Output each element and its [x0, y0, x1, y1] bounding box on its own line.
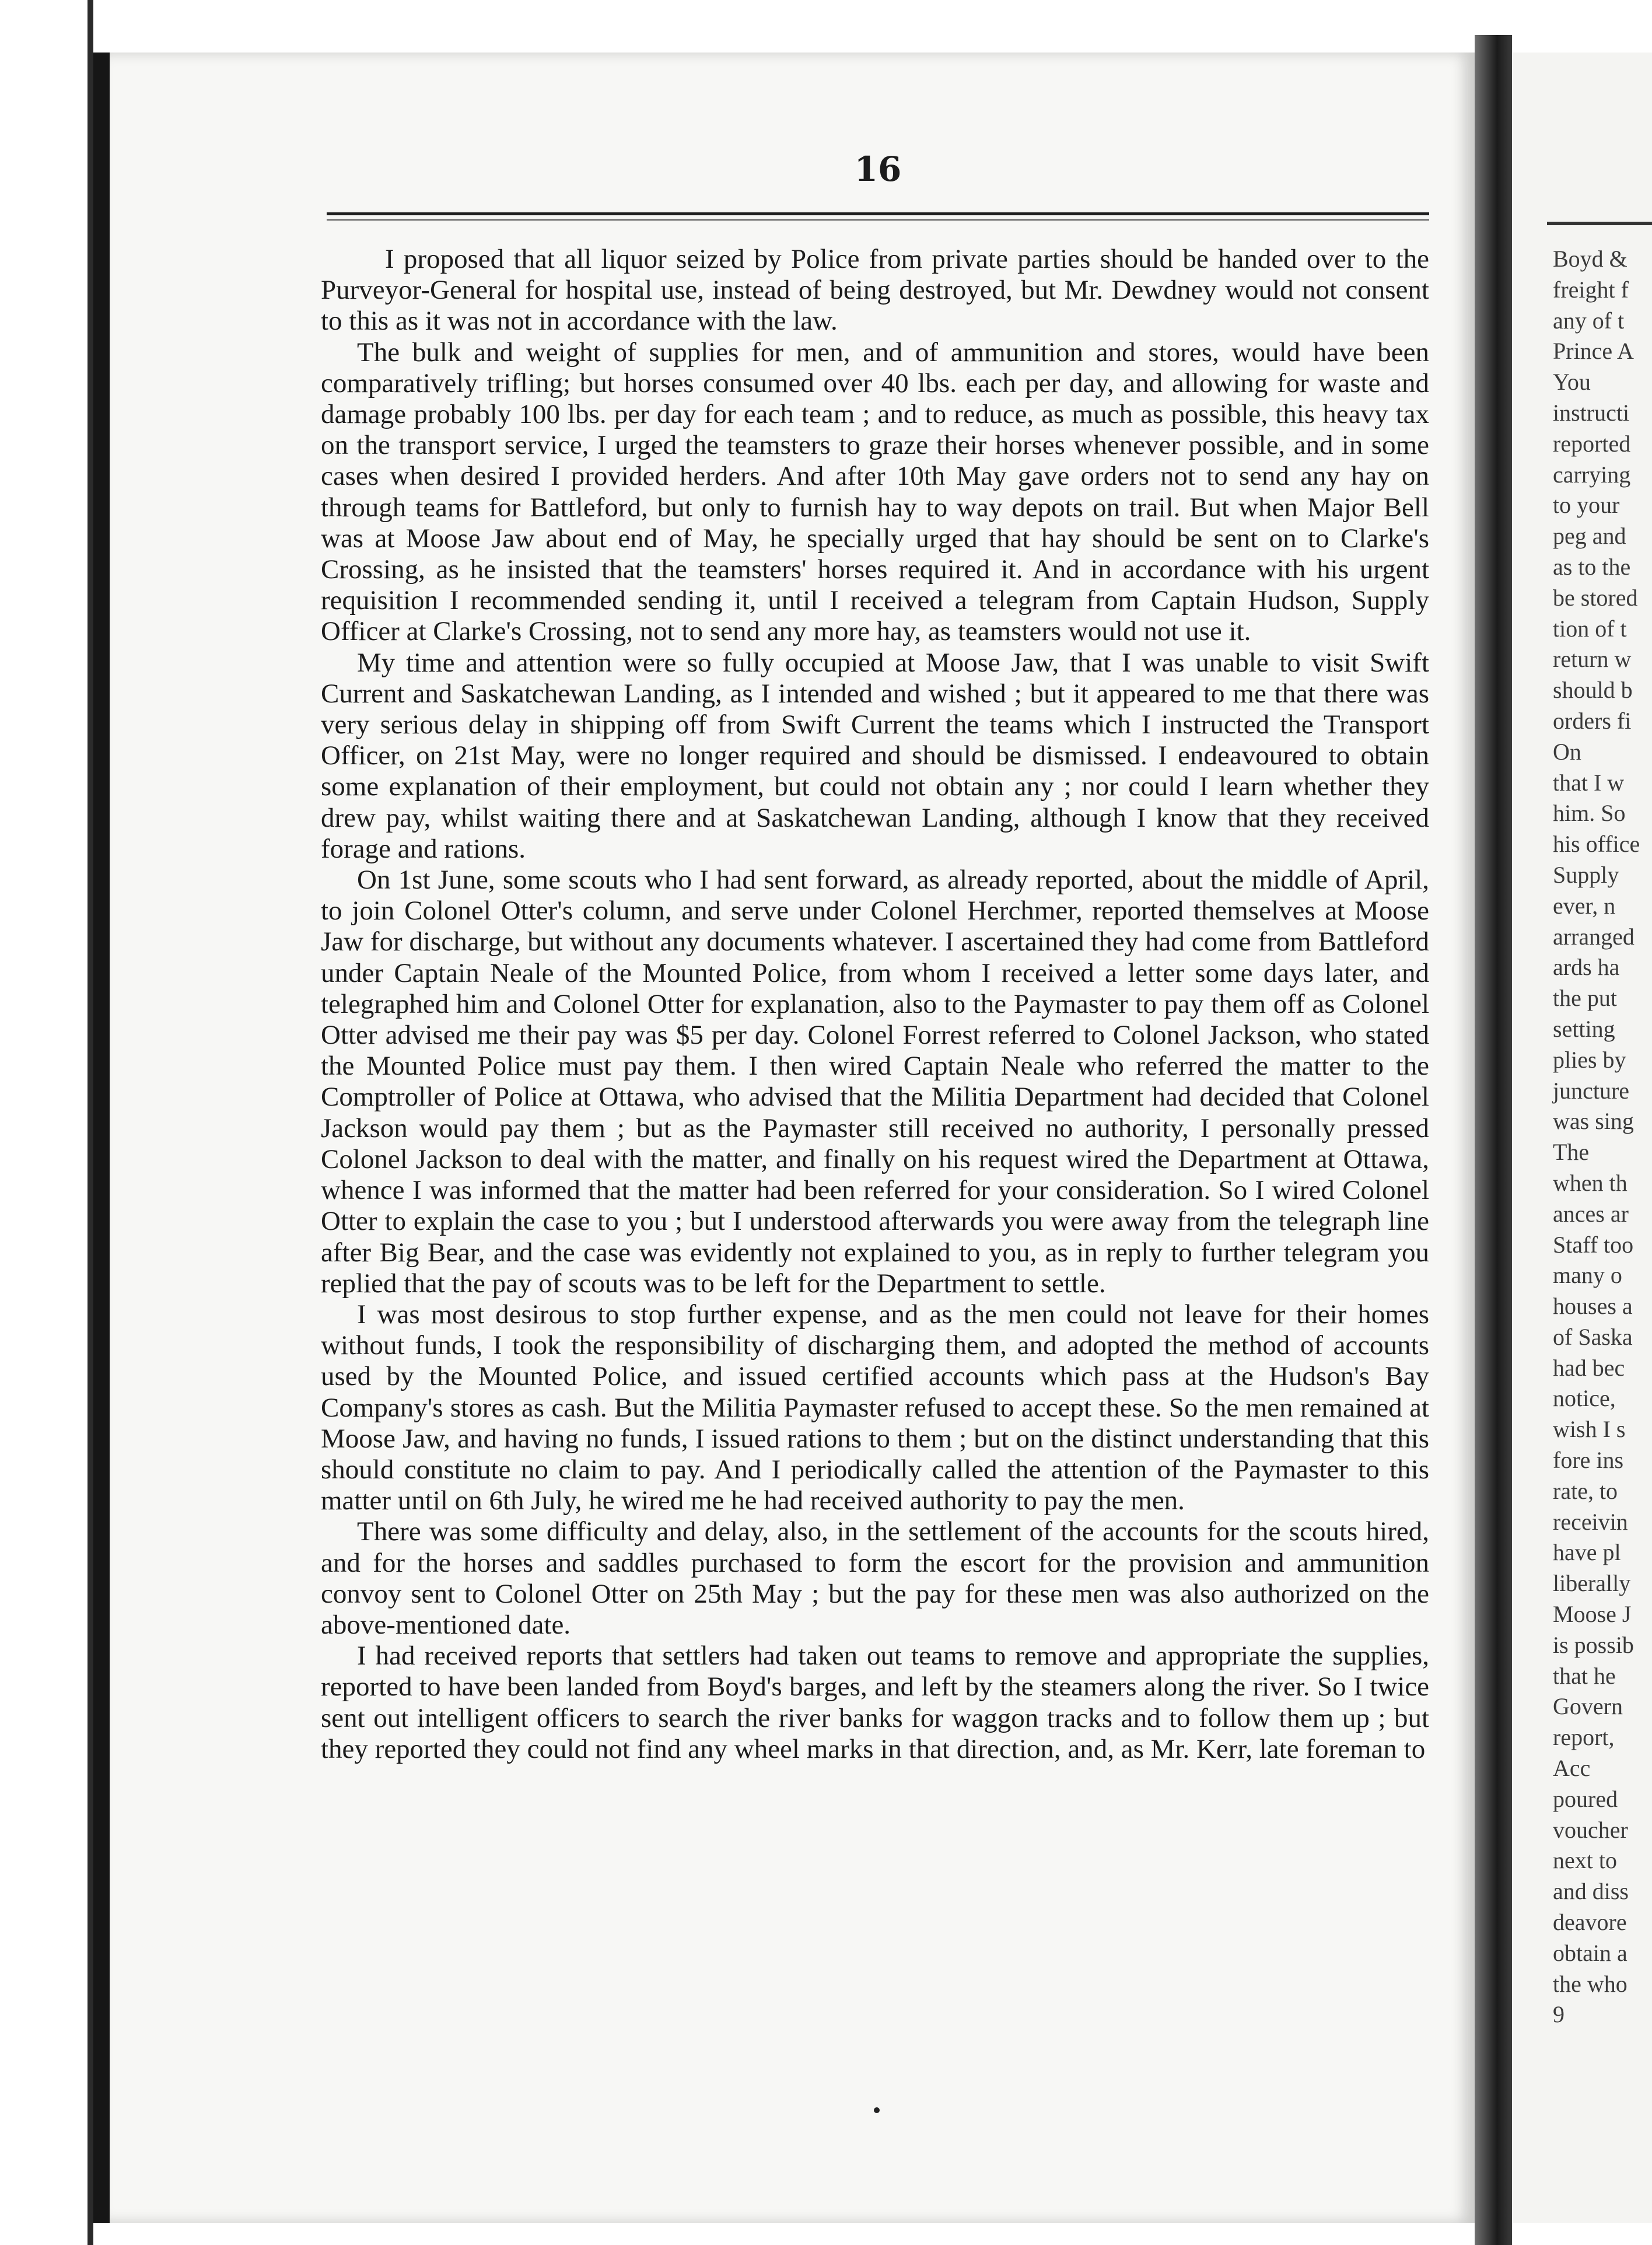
facing-page-line: voucher	[1553, 1816, 1628, 1843]
facing-page-line: ards ha	[1553, 954, 1620, 981]
facing-page-line: notice,	[1553, 1385, 1616, 1412]
facing-page-line: that he	[1553, 1662, 1616, 1689]
facing-page-line: reported	[1553, 430, 1631, 457]
facing-page-line: orders fi	[1553, 707, 1632, 734]
paragraph: I was most desirous to stop further expense, and as the men could not leave for their homes without funds, I took the responsibility of discharging them, and adopted the method of accounts used by the Mounted Police, and issued certified accounts which pass at the Hudson's Bay Company's stores as cash. But the Militia Paymaster refused to accept these. So the men remained at Moose Jaw, and having no funds, I issued rations to them ; but on the distinct understanding that this should constitute no claim to pay. And I periodically called the attention of the Paymaster to this matter until on 6th July, he wired me he had received authority to pay the men.	[321, 1299, 1429, 1516]
facing-page-line: peg and	[1553, 523, 1626, 550]
facing-page-line: next to	[1553, 1847, 1617, 1874]
facing-page-line: his office	[1553, 831, 1640, 858]
ink-speck	[874, 2107, 880, 2113]
facing-page-line: instructi	[1553, 399, 1630, 426]
facing-page-line: wish I s	[1553, 1416, 1626, 1443]
facing-page	[1512, 53, 1652, 2223]
facing-page-line: freight f	[1553, 276, 1629, 303]
facing-page-line: had bec	[1553, 1354, 1625, 1381]
facing-page-line: that I w	[1553, 769, 1625, 796]
facing-page-line: fore ins	[1553, 1447, 1624, 1474]
facing-page-line: Prince A	[1553, 338, 1634, 365]
facing-page-line: tion of t	[1553, 615, 1627, 642]
paragraph: On 1st June, some scouts who I had sent forward, as already reported, about the middle of April, to join Colonel Otter's column, and serve under Colonel Herchmer, reported themselves at Moose Jaw for discharge, but without any documents whatever. I ascertained they had come from Battleford under Captain Neale of the Mounted Police, from whom I received a letter some days later, and telegraphed him and Colonel Otter for explanation, also to the Paymaster to pay them off as Colonel Otter advised me their pay was $5 per day. Colonel Forrest referred to Colonel Jackson, who stated the Mounted Police must pay them. I then wired Captain Neale who referred the matter to the Comptroller of Police at Ottawa, who advised that the Militia Department had decided that Colonel Jackson would pay them ; but as the Paymaster still received no authority, I personally pressed Colonel Jackson to deal with the matter, and finally on his request wired the Department at Ottawa, whence I was informed that the matter had been referred for your consideration. So I wired Colonel Otter to explain the case to you ; but I understood afterwards you were away from the telegraph line after Big Bear, and the case was evidently not explained to you, as in reply to further telegram you replied that the pay of scouts was to be left for the Department to settle.	[321, 865, 1429, 1299]
facing-page-line: him. So	[1553, 800, 1626, 827]
facing-page-line: Moose J	[1553, 1601, 1632, 1628]
facing-page-line: liberally	[1553, 1570, 1631, 1597]
facing-page-line: arranged	[1553, 923, 1634, 950]
facing-page-line: 9	[1553, 2001, 1564, 2028]
facing-page-line: is possib	[1553, 1631, 1634, 1658]
facing-page-line: deavore	[1553, 1909, 1627, 1936]
facing-page-line: be stored	[1553, 584, 1638, 611]
book-binding	[93, 53, 110, 2223]
paragraph: I had received reports that settlers had taken out teams to remove and appropriate the supplies, reported to have been landed from Boyd's barges, and left by the steamers along the river. So I twice sent out intelligent officers to search the river banks for waggon tracks and to follow them up ; but they reported they could not find any wheel marks in that direction, and, as Mr. Kerr, late foreman to	[321, 1641, 1429, 1764]
facing-page-line: when th	[1553, 1169, 1628, 1196]
paragraph: There was some difficulty and delay, also, in the settlement of the accounts for the scouts hired, and for the horses and saddles purchased to form the escort for the provision and ammunition convoy sent to Colonel Otter on 25th May ; but the pay for these men was also authorized on the above-mentioned date.	[321, 1516, 1429, 1640]
facing-page-line: the who	[1553, 1970, 1628, 1997]
paragraph: I proposed that all liquor seized by Police from private parties should be handed over to the Purveyor-General for hospital use, instead of being destroyed, but Mr. Dewdney would not consent to this as it was not in accordance with the law.	[321, 244, 1429, 337]
facing-page-line: the put	[1553, 985, 1617, 1012]
page-body	[321, 244, 1429, 1765]
facing-page-line: should b	[1553, 677, 1633, 704]
facing-page-line: rate, to	[1553, 1477, 1618, 1504]
paragraph: My time and attention were so fully occupied at Moose Jaw, that I was unable to visit Swift Current and Saskatchewan Landing, as I intended and wished ; but it appeared to me that there was very serious delay in shipping off from Swift Current the teams which I instructed the Transport Officer, on 21st May, were no longer required and should be dismissed. I endeavoured to obtain some explanation of their employment, but could not obtain any ; nor could I learn whether they drew pay, whilst waiting there and at Saskatchewan Landing, although I know that they received forage and rations.	[321, 647, 1429, 864]
facing-header-rule	[1547, 222, 1652, 225]
facing-page-line: many o	[1553, 1262, 1622, 1289]
facing-page-line: juncture	[1553, 1077, 1630, 1104]
facing-page-line: Acc	[1553, 1755, 1591, 1782]
facing-page-line: any of t	[1553, 307, 1625, 334]
facing-page-line: report,	[1553, 1724, 1615, 1751]
facing-page-line: have pl	[1553, 1539, 1621, 1566]
facing-page-line: The	[1553, 1139, 1590, 1166]
facing-page-line: of Saska	[1553, 1323, 1633, 1350]
facing-page-line: Govern	[1553, 1693, 1623, 1720]
facing-page-line: Staff too	[1553, 1231, 1634, 1258]
left-page-edge	[0, 0, 93, 2245]
page-number: 16	[854, 149, 902, 189]
page-gutter-shadow	[1475, 35, 1512, 2245]
facing-page-text	[1553, 244, 1652, 2030]
facing-page-line: poured	[1553, 1785, 1618, 1812]
facing-page-line: return w	[1553, 646, 1632, 673]
facing-page-line: setting	[1553, 1015, 1615, 1042]
facing-page-line: as to the	[1553, 553, 1631, 580]
header-rule	[327, 212, 1429, 221]
facing-page-line: houses a	[1553, 1293, 1633, 1320]
facing-page-line: Boyd &	[1553, 246, 1628, 272]
facing-page-line: Supply	[1553, 861, 1619, 888]
facing-page-line: ances ar	[1553, 1200, 1629, 1227]
facing-page-line: carrying	[1553, 461, 1631, 488]
facing-page-line: plies by	[1553, 1046, 1626, 1073]
facing-page-line: and diss	[1553, 1878, 1629, 1905]
facing-page-line: On	[1553, 738, 1581, 765]
facing-page-line: was sing	[1553, 1108, 1634, 1135]
facing-page-line: to your	[1553, 492, 1620, 519]
facing-page-line: receivin	[1553, 1508, 1628, 1535]
facing-page-line: You	[1553, 369, 1591, 396]
facing-page-line: obtain a	[1553, 1939, 1628, 1966]
paragraph: The bulk and weight of supplies for men, and of ammunition and stores, would have been comparatively trifling; but horses consumed over 40 lbs. each per day, and allowing for waste and damage probably 100 lbs. per day for each team ; and to reduce, as much as possible, this heavy tax on the transport service, I urged the teamsters to graze their horses whenever possible, and in some cases when desired I provided herders. And after 10th May gave orders not to send any hay on through teams for Battleford, but only to furnish hay to way depots on trail. But when Major Bell was at Moose Jaw about end of May, he specially urged that hay should be sent on to Clarke's Crossing, as he insisted that the teamsters' horses required it. And in accordance with his urgent requisition I recommended sending it, until I received a telegram from Captain Hudson, Supply Officer at Clarke's Crossing, not to send any more hay, as teamsters would not use it.	[321, 337, 1429, 647]
facing-page-line: ever, n	[1553, 892, 1616, 919]
